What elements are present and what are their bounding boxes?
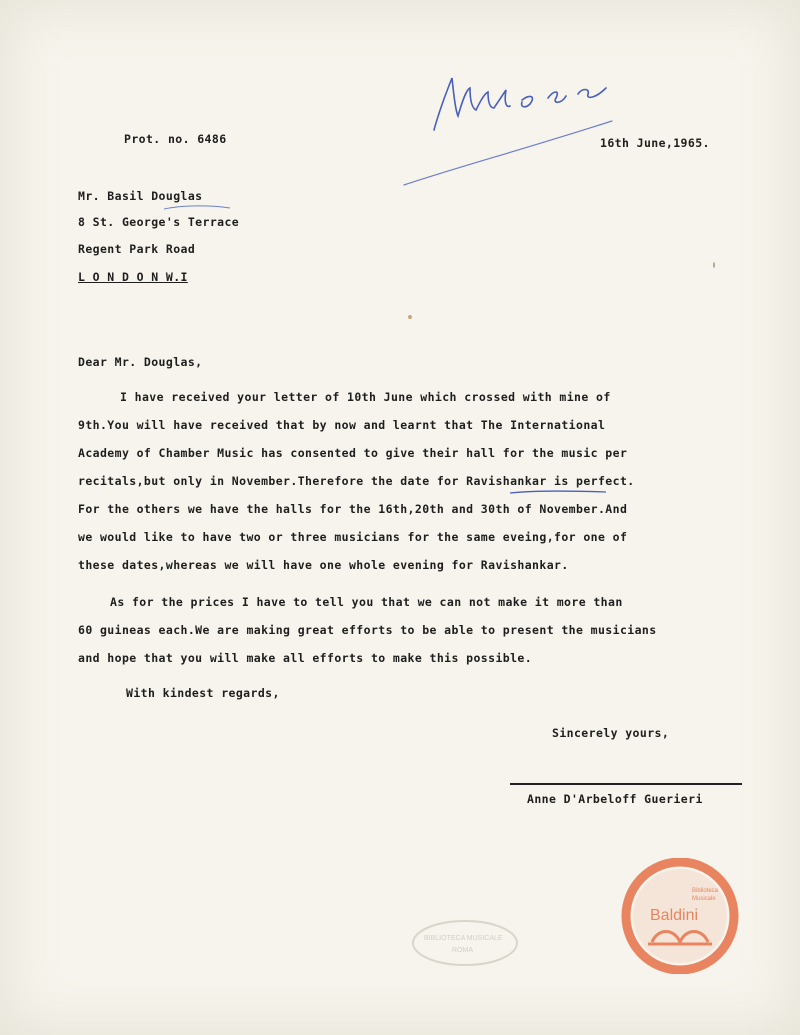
paragraph2-line3: and hope that you will make all efforts to make this possible. [78, 651, 533, 665]
letter-date: 16th June,1965. [600, 136, 710, 150]
signature-line [510, 783, 742, 785]
faded-stamp-line2: ROMA [452, 947, 473, 954]
protocol-number: Prot. no. 6486 [124, 132, 227, 146]
paragraph1-line4: recitals,but only in November.Therefore the date for Ravishankar is perfect. [78, 474, 635, 488]
recipient-road: Regent Park Road [78, 242, 196, 256]
pen-stroke [398, 115, 618, 190]
closing-sincerely: Sincerely yours, [552, 726, 670, 740]
underline-mark [162, 203, 232, 211]
paragraph1-line6: we would like to have two or three musicians for the same eveing,for one of [78, 530, 628, 544]
paragraph1-line2: 9th.You will have received that by now and learnt that The International [78, 418, 606, 432]
closing-regards: With kindest regards, [126, 686, 280, 700]
logo-name: Baldini [650, 907, 699, 924]
logo-text-top: Biblioteca [692, 888, 719, 894]
faded-embossed-stamp [410, 918, 520, 968]
logo-text-mid: Musicale [692, 896, 716, 902]
paper-speck [408, 315, 412, 319]
signature-name: Anne D'Arbeloff Guerieri [527, 792, 703, 806]
recipient-name: Mr. Basil Douglas [78, 189, 203, 203]
paragraph2-line2: 60 guineas each.We are making great efforts to be able to present the musicians [78, 623, 657, 637]
paragraph1-line1: I have received your letter of 10th June which crossed with mine of [120, 390, 611, 404]
recipient-city: L O N D O N W.I [78, 270, 188, 284]
underline-mark [508, 488, 608, 496]
salutation: Dear Mr. Douglas, [78, 355, 203, 369]
handwritten-text: Musica [610, 88, 614, 89]
paragraph1-line7: these dates,whereas we will have one whole evening for Ravishankar. [78, 558, 569, 572]
paper-speck [713, 262, 715, 268]
paragraph1-line5: For the others we have the halls for the 16th,20th and 30th of November.And [78, 502, 628, 516]
faded-stamp-line1: BIBLIOTECA MUSICALE [424, 935, 503, 942]
recipient-street: 8 St. George's Terrace [78, 215, 240, 229]
library-logo-stamp [620, 858, 740, 974]
paragraph1-line3: Academy of Chamber Music has consented to give their hall for the music per [78, 446, 628, 460]
paragraph2-line1: As for the prices I have to tell you that we can not make it more than [110, 595, 623, 609]
